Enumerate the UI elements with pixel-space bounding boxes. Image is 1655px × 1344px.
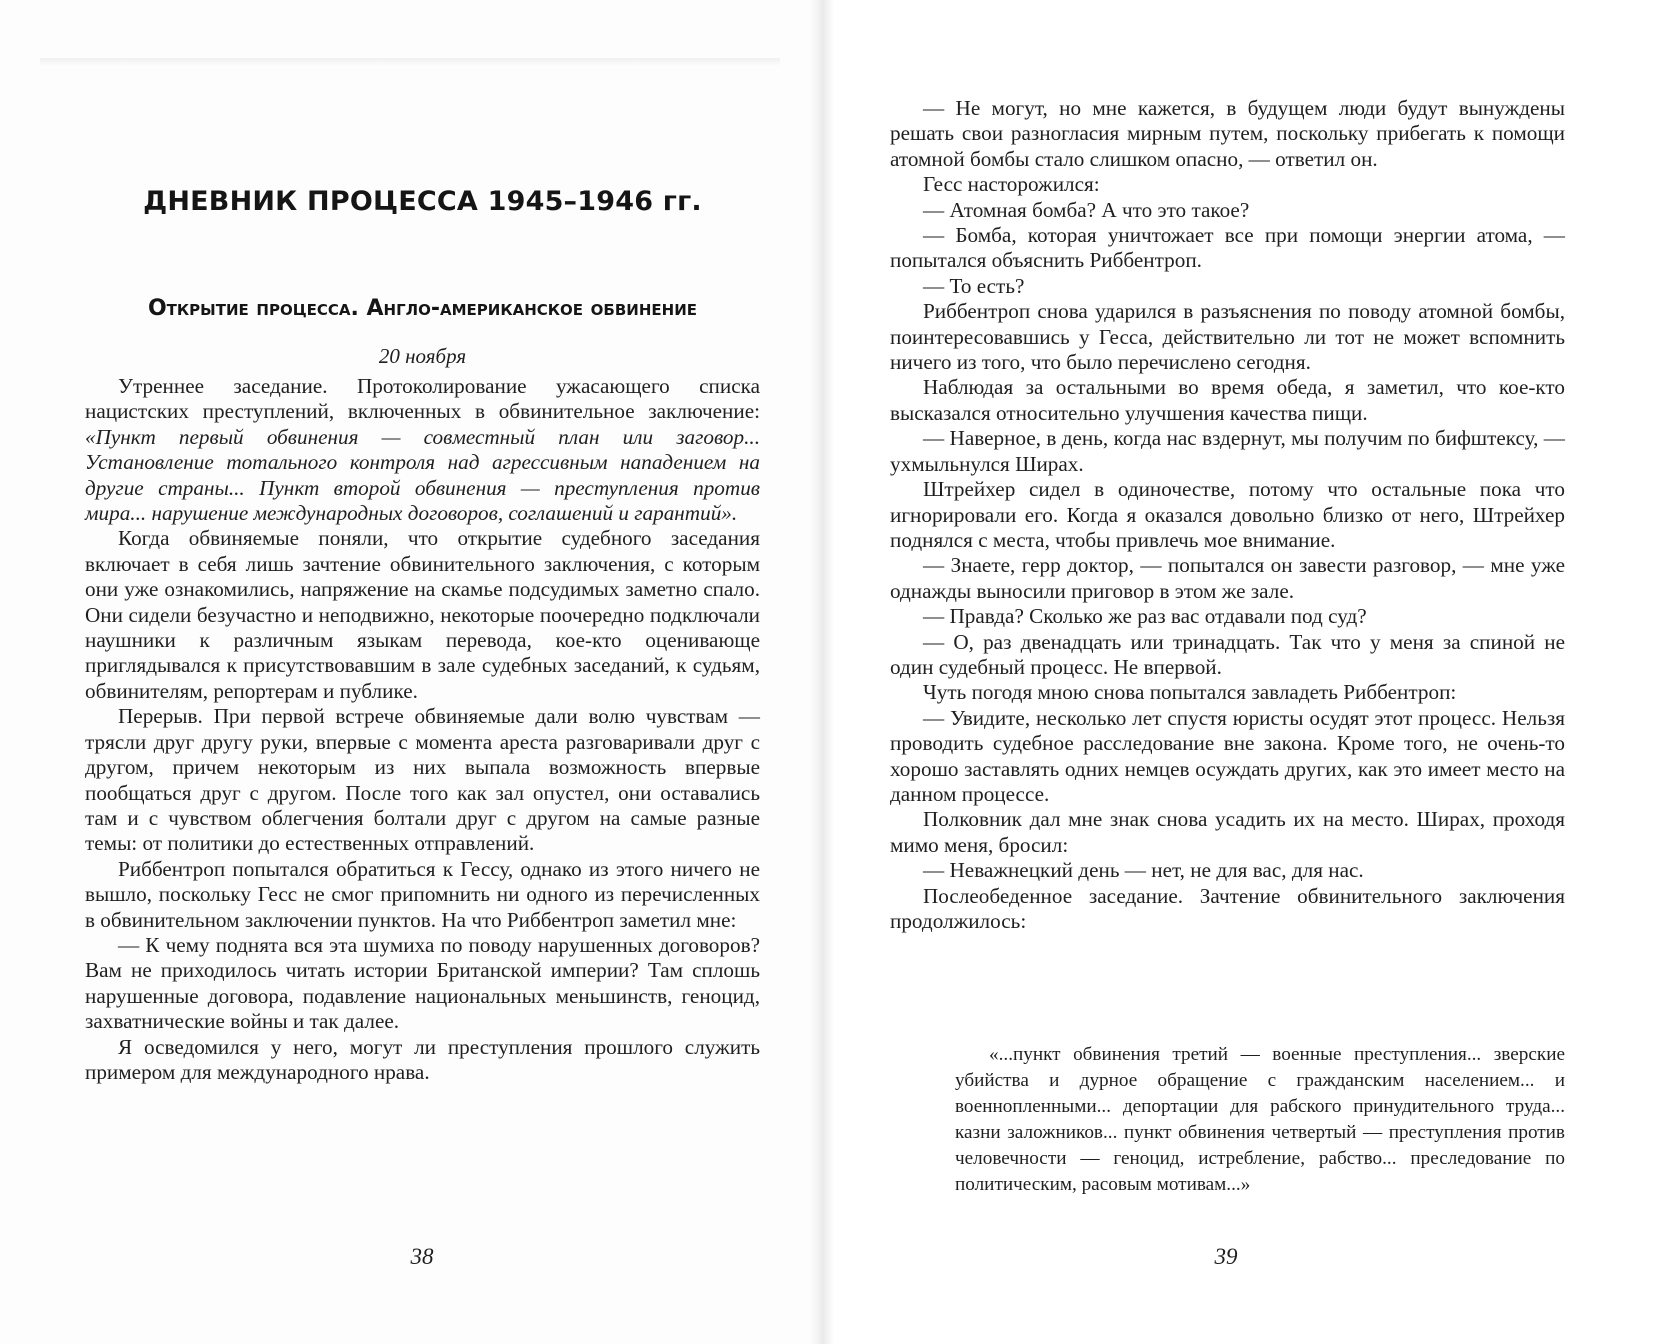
indictment-quote xyxy=(955,1042,1565,1198)
paragraph: — Неважнецкий день — нет, не для вас, для нас. xyxy=(923,858,1364,883)
book-gutter xyxy=(808,0,834,1344)
paragraph: Чуть погодя мною снова попытался завладеть Риббентроп: xyxy=(923,680,1457,705)
intro-text: Утреннее заседание. Протоколирование ужасающего списка нацистских преступлений, включенных в обвинительное заключение: xyxy=(85,374,760,424)
paragraph: — То есть? xyxy=(923,273,1025,298)
right-page-body xyxy=(890,96,1565,934)
page-number-left: 38 xyxy=(410,1244,434,1269)
entry-date: 20 ноября xyxy=(378,344,467,368)
quote-text: «...пункт обвинения третий — военные преступления... зверские убийства и дурное обращение с гражданским населением... и военнопленными... депортации для рабского принудительного труда... казни заложников... пункт обвинения четвертый — преступления против человечности — геноцид, истребление, рабство... преследование по политическим, расовым мотивам...» xyxy=(955,1044,1565,1195)
paragraph: Риббентроп попытался обратиться к Гессу, однако из этого ничего не вышло, поскольку Гесс не смог припомнить ни одного из перечисленных в обвинительном заключении пунктов. На что Риббентроп заметил мне: xyxy=(85,856,760,932)
paragraph: — Наверное, в день, когда нас вздернут, мы получим по бифштексу, — ухмыльнулся Ширах. xyxy=(890,426,1565,476)
paragraph: — Атомная бомба? А что это такое? xyxy=(923,197,1250,222)
paragraph: Штрейхер сидел в одиночестве, потому что остальные пока что игнорировали его. Когда я оказался довольно близко от него, Штрейхер поднялся с места, чтобы привлечь мое внимание. xyxy=(890,477,1565,552)
chapter-title: ДНЕВНИК ПРОЦЕССА 1945–1946 гг. xyxy=(143,186,702,217)
paragraph: Наблюдая за остальными во время обеда, я заметил, что кое-кто высказался относительно улучшения качества пищи. xyxy=(890,375,1565,425)
page-top-shadow xyxy=(40,58,780,66)
paragraph: Перерыв. При первой встрече обвиняемые дали волю чувствам — трясли друг другу руки, впервые с момента ареста разговаривали друг с другом, причем некоторым из них выпала возможность впервые пообщаться друг с другом. После того как зал опустел, они оставались там и с чувством облегчения болтали друг с другом на самые разные темы: от политики до естественных отправлений. xyxy=(85,704,760,856)
paragraph: — Не могут, но мне кажется, в будущем люди будут вынуждены решать свои разногласия мирным путем, поскольку прибегать к помощи атомной бомбы стало слишком опасно, — ответил он. xyxy=(890,96,1565,171)
paragraph: Послеобеденное заседание. Зачтение обвинительного заключения продолжилось: xyxy=(890,883,1565,933)
left-page-body xyxy=(85,374,760,1085)
page-number-right: 39 xyxy=(1214,1244,1238,1269)
paragraph: — К чему поднята вся эта шумиха по поводу нарушенных договоров? Вам не приходилось читать истории Британской империи? Там сплошь нарушенные договора, подавление национальных меньшинств, геноцид, захватнические войны и так далее. xyxy=(85,932,760,1034)
paragraph: — Бомба, которая уничтожает все при помощи энергии атома, — попытался объяснить Риббентроп. xyxy=(890,223,1565,273)
paragraph: — Знаете, герр доктор, — попытался он завести разговор, — мне уже однажды выносили приговор в этом же зале. xyxy=(890,553,1565,603)
paragraph: Гесс насторожился: xyxy=(923,172,1100,197)
paragraph: Полковник дал мне знак снова усадить их на место. Ширах, проходя мимо меня, бросил: xyxy=(890,807,1565,857)
paragraph: — О, раз двенадцать или тринадцать. Так что у меня за спиной не один судебный процесс. Не впервой. xyxy=(890,629,1565,679)
paragraph: — Увидите, несколько лет спустя юристы осудят этот процесс. Нельзя проводить судебное расследование вне закона. Кроме того, не очень-то хорошо заставлять одних немцев осуждать других, как это имеет место на данном процессе. xyxy=(890,705,1565,806)
paragraph: Я осведомился у него, могут ли преступления прошлого служить примером для международного нрава. xyxy=(85,1034,760,1084)
paragraph: — Правда? Сколько же раз вас отдавали под суд? xyxy=(923,604,1367,629)
indictment-citation: «Пункт первый обвинения — совместный план или заговор... Установление тотального контроля над агрессивным нападением на другие страны... Пункт второй обвинения — преступления против мира... нарушение международных договоров, соглашений и гарантий». xyxy=(85,424,760,526)
paragraph: Риббентроп снова ударился в разъяснения по поводу атомной бомбы, поинтересовавшись у Гесса, действительно ли тот не может вспомнить ничего из того, что было перечислено сегодня. xyxy=(890,299,1565,375)
paragraph-intro xyxy=(85,374,760,526)
paragraph: Когда обвиняемые поняли, что открытие судебного заседания включает в себя лишь зачтение обвинительного заключения, с которым они уже ознакомились, напряжение на скамье подсудимых заметно спало. Они сидели безучастно и неподвижно, некоторые поочередно подключали наушники к различным языкам перевода, кое-кто оценивающе приглядывался к присутствовавшим в зале судебных заседаний, к судьям, обвинителям, репортерам и публике. xyxy=(85,526,760,703)
section-title: Открытие процесса. Англо-американское обвинение xyxy=(147,296,697,321)
